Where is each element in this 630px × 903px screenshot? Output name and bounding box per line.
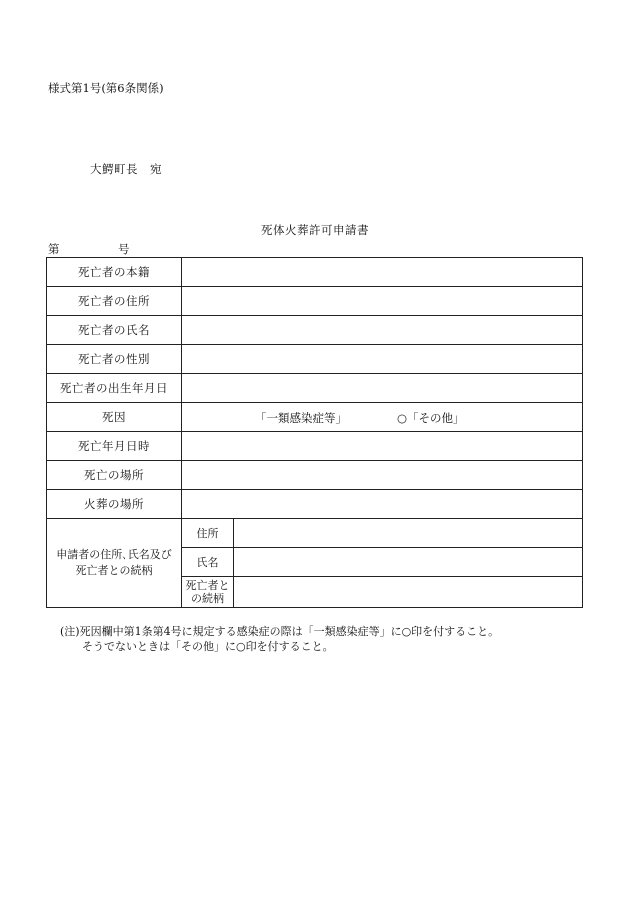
label-cremation-place: 火葬の場所	[47, 490, 182, 519]
table-row	[47, 287, 583, 316]
document-title: 死体火葬許可申請書	[261, 223, 369, 237]
table-row	[47, 403, 583, 432]
note-line-1: (注)死因欄中第1条第4号に規定する感染症の際は「一類感染症等」に○印を付すること。	[60, 625, 500, 638]
label-applicant-line2: 死亡者との続柄	[75, 564, 153, 577]
field-domicile[interactable]	[182, 258, 583, 287]
label-applicant-line1: 申請者の住所､氏名及び	[56, 548, 172, 561]
note-line-2: そうでないときは「その他」に○印を付すること。	[82, 640, 334, 653]
table-row	[47, 316, 583, 345]
label-applicant-address: 住所	[182, 519, 234, 548]
field-death-place[interactable]	[182, 461, 583, 490]
addressee: 大鰐町長 宛	[90, 162, 162, 176]
form-number: 様式第1号(第6条関係)	[48, 81, 164, 95]
field-name[interactable]	[182, 316, 583, 345]
field-applicant-address[interactable]	[234, 519, 583, 548]
serial-suffix: 号	[118, 242, 130, 256]
field-cremation-place[interactable]	[182, 490, 583, 519]
label-relation-line1: 死亡者と	[185, 579, 230, 592]
label-relation-line2: の続柄	[191, 592, 224, 605]
table-row	[47, 461, 583, 490]
cause-option-other[interactable]: ○「その他」	[397, 411, 465, 425]
table-row	[47, 345, 583, 374]
field-applicant-name[interactable]	[234, 548, 583, 577]
label-applicant-name: 氏名	[182, 548, 234, 577]
label-address: 死亡者の住所	[47, 287, 182, 316]
field-relation[interactable]	[234, 577, 583, 608]
label-birth-date: 死亡者の出生年月日	[47, 374, 182, 403]
label-death-place: 死亡の場所	[47, 461, 182, 490]
serial-prefix: 第	[48, 242, 60, 256]
label-domicile: 死亡者の本籍	[47, 258, 182, 287]
label-name: 死亡者の氏名	[47, 316, 182, 345]
field-address[interactable]	[182, 287, 583, 316]
label-relation	[182, 577, 234, 608]
table-row	[47, 432, 583, 461]
label-applicant	[47, 519, 182, 608]
label-sex: 死亡者の性別	[47, 345, 182, 374]
table-row	[47, 374, 583, 403]
field-sex[interactable]	[182, 345, 583, 374]
table-row	[47, 258, 583, 287]
table-row	[47, 490, 583, 519]
cause-option-infectious[interactable]: 「一類感染症等」	[255, 411, 347, 425]
field-cause	[182, 403, 583, 432]
field-birth-date[interactable]	[182, 374, 583, 403]
label-cause: 死因	[47, 403, 182, 432]
table-row	[47, 519, 583, 548]
application-form-table	[46, 257, 583, 608]
field-death-datetime[interactable]	[182, 432, 583, 461]
label-death-datetime: 死亡年月日時	[47, 432, 182, 461]
